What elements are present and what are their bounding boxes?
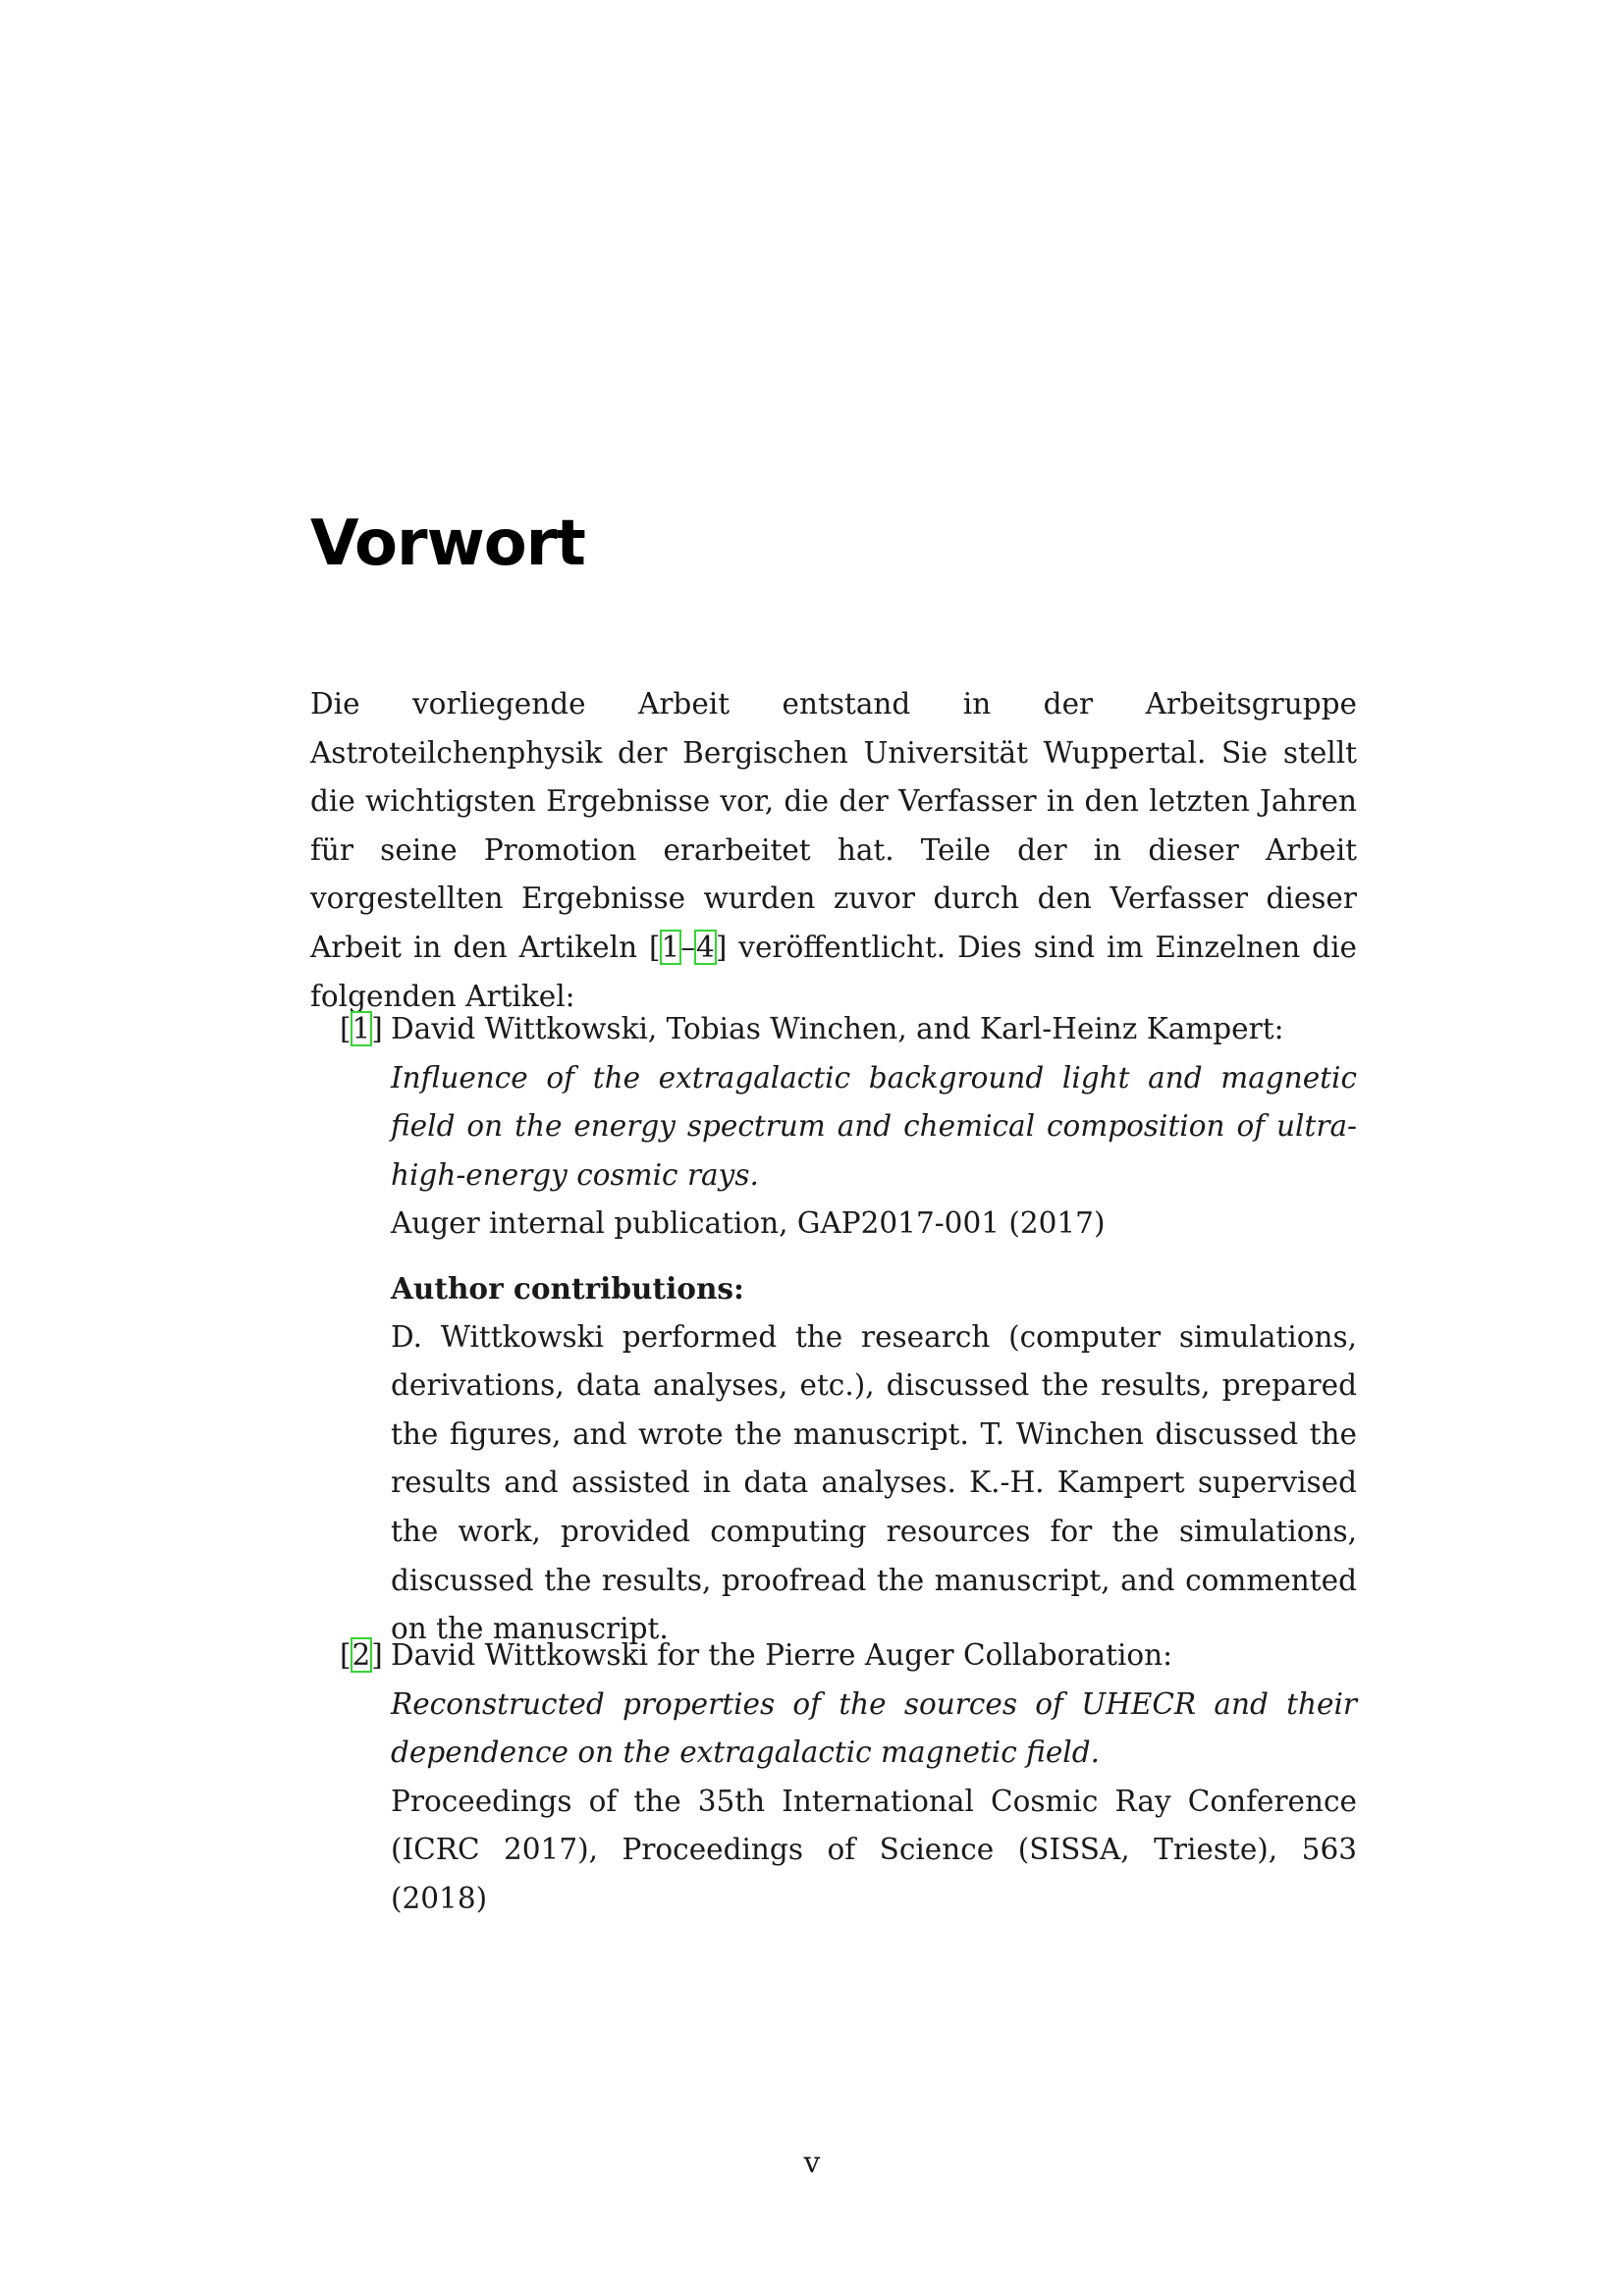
- reference-link[interactable]: 1: [352, 1012, 371, 1045]
- reference-body: [391, 1631, 1357, 1924]
- author-contributions-heading: Author contributions:: [391, 1270, 744, 1306]
- reference-number: [1]: [340, 1012, 383, 1045]
- reference-title: Influence of the extragalactic background light and magnetic field on the energy spectrum and chemical composition of ultra-high-energy cosmic rays.: [391, 1060, 1357, 1192]
- reference-number: [2]: [340, 1638, 383, 1672]
- author-contributions-text: D. Wittkowski performed the research (computer simulations, derivations, data analyses, etc.), discussed the results, prepared the figures, and wrote the manuscript. T. Winchen discussed the results and assisted in data analyses. K.-H. Kampert supervised the work, provided computing resources for the simulations, discussed the results, proofread the manuscript, and commented on the manuscript.: [391, 1319, 1357, 1646]
- intro-text-before: Die vorliegende Arbeit entstand in der Arbeitsgruppe Astroteilchenphysik der Bergischen Universität Wuppertal. Sie stellt die wichtigsten Ergebnisse vor, die der Verfasser in den letzten Jahren für seine Promotion erarbeitet hat. Teile der in dieser Arbeit vorgestellten Ergebnisse wurden zuvor durch den Verfasser dieser Arbeit in den Artikeln: [310, 687, 1357, 964]
- cite-range-dash: –: [680, 930, 696, 964]
- intro-paragraph: [310, 680, 1357, 1021]
- citation-link-4[interactable]: 4: [696, 930, 715, 964]
- reference-item-1: [340, 1005, 1357, 1654]
- reference-authors: David Wittkowski, Tobias Winchen, and Karl-Heinz Kampert:: [391, 1012, 1284, 1045]
- reference-link[interactable]: 2: [352, 1638, 371, 1672]
- reference-item-2: [340, 1631, 1357, 1924]
- citation-link-1[interactable]: 1: [661, 930, 680, 964]
- page-title: Vorwort: [310, 507, 585, 580]
- reference-body: [391, 1005, 1357, 1654]
- cite-close-bracket: ]: [715, 930, 728, 964]
- reference-authors: David Wittkowski for the Pierre Auger Collaboration:: [391, 1638, 1173, 1672]
- reference-venue: Auger internal publication, GAP2017-001 (2017): [391, 1206, 1106, 1241]
- cite-open-bracket: [: [649, 930, 661, 964]
- page-number: v: [803, 2146, 821, 2179]
- reference-title: Reconstructed properties of the sources of UHECR and their dependence on the extragalactic magnetic field.: [391, 1686, 1357, 1770]
- reference-venue: Proceedings of the 35th International Cosmic Ray Conference (ICRC 2017), Proceedings of Science (SISSA, Trieste), 563 (2018): [391, 1784, 1357, 1915]
- intro-text-after: veröffentlicht. Dies sind im Einzelnen die folgenden Artikel:: [310, 930, 1357, 1013]
